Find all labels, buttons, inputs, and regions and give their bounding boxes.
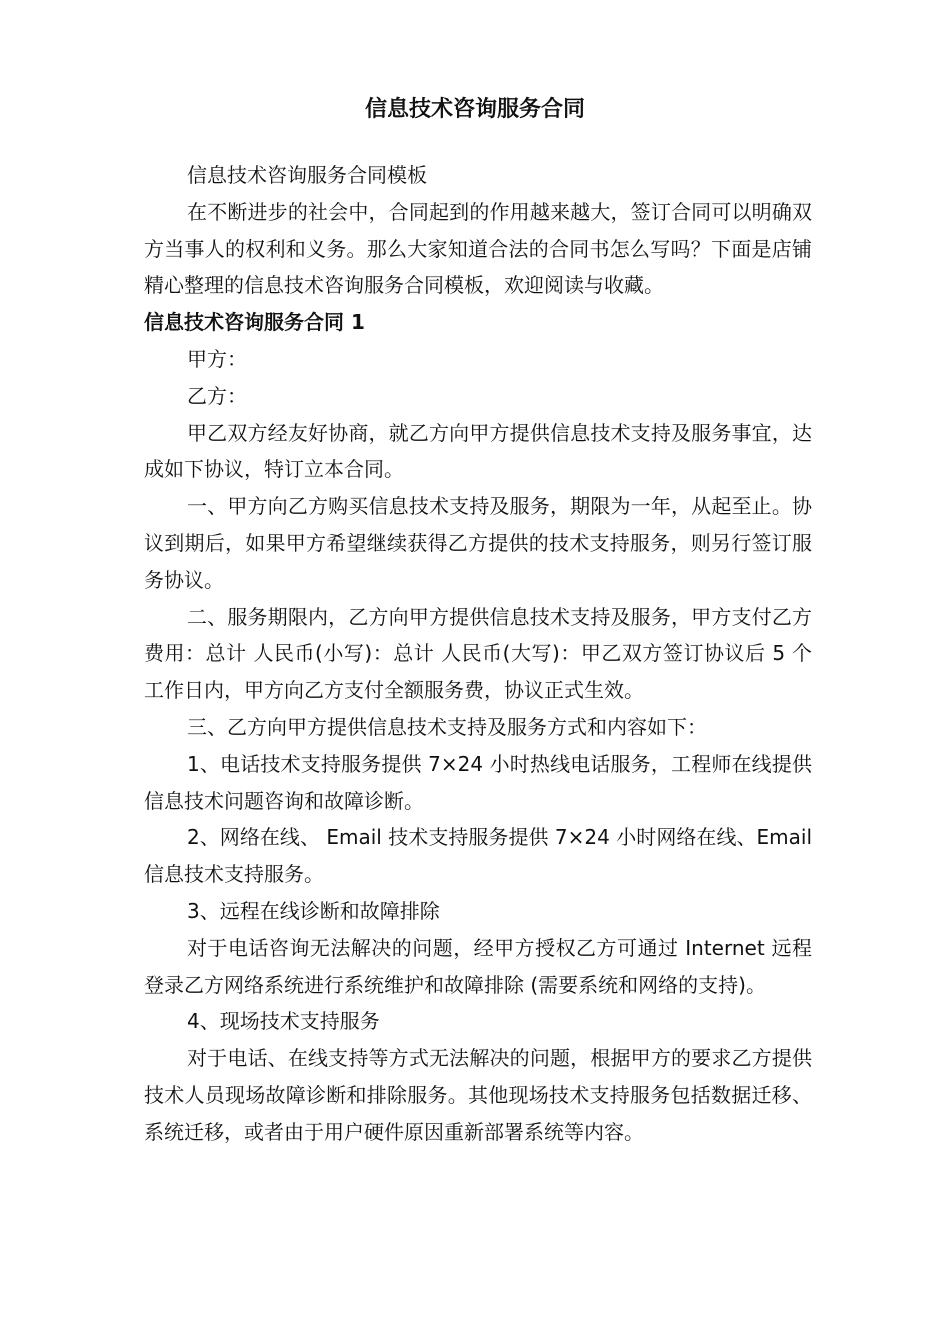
clause-2-paragraph: 二、服务期限内，乙方向甲方提供信息技术支持及服务，甲方支付乙方费用：总计 人民币(小写)：总计 人民币(大写)：甲乙双方签订协议后 5 个工作日内，甲方向乙方支付全额服务费，协议正式生效。 [144, 604, 812, 703]
document-title: 信息技术咨询服务合同 [364, 97, 585, 122]
document-subtitle: 信息技术咨询服务合同模板 [187, 163, 427, 187]
party-b-line: 乙方： [187, 383, 247, 408]
service-item-4-detail: 对于电话、在线支持等方式无法解决的问题，根据甲方的要求乙方提供技术人员现场故障诊断和排除服务。其他现场技术支持服务包括数据迁移、系统迁移，或者由于用户硬件原因重新部署系统等内容。 [144, 1046, 812, 1144]
intro-paragraph: 在不断进步的社会中，合同起到的作用越来越大，签订合同可以明确双方当事人的权利和义务。那么大家知道合法的合同书怎么写吗？下面是店铺精心整理的信息技术咨询服务合同模板，欢迎阅读与收藏。 [144, 199, 812, 298]
party-a-line: 甲方： [187, 346, 247, 371]
clause-3-paragraph: 三、乙方向甲方提供信息技术支持及服务方式和内容如下： [187, 714, 707, 739]
service-item-4: 4、现场技术支持服务 [187, 1009, 380, 1034]
service-item-3-detail: 对于电话咨询无法解决的问题，经甲方授权乙方可通过 Internet 远程登录乙方网络系统进行系统维护和故障排除 (需要系统和网络的支持)。 [144, 935, 812, 997]
agreement-paragraph: 甲乙双方经友好协商，就乙方向甲方提供信息技术支持及服务事宜，达成如下协议，特订立本合同。 [144, 420, 812, 482]
clause-1-paragraph: 一、甲方向乙方购买信息技术支持及服务，期限为一年，从起至止。协议到期后，如果甲方希望继续获得乙方提供的技术支持服务，则另行签订服务协议。 [144, 494, 812, 592]
service-item-3: 3、远程在线诊断和故障排除 [187, 898, 440, 923]
document-body [144, 157, 812, 1151]
service-item-1: 1、电话技术支持服务提供 7×24 小时热线电话服务，工程师在线提供信息技术问题咨询和故障诊断。 [144, 751, 812, 813]
section-heading: 信息技术咨询服务合同 1 [144, 310, 365, 335]
service-item-2: 2、网络在线、 Email 技术支持服务提供 7×24 小时网络在线、Email 信息技术支持服务。 [144, 825, 812, 887]
